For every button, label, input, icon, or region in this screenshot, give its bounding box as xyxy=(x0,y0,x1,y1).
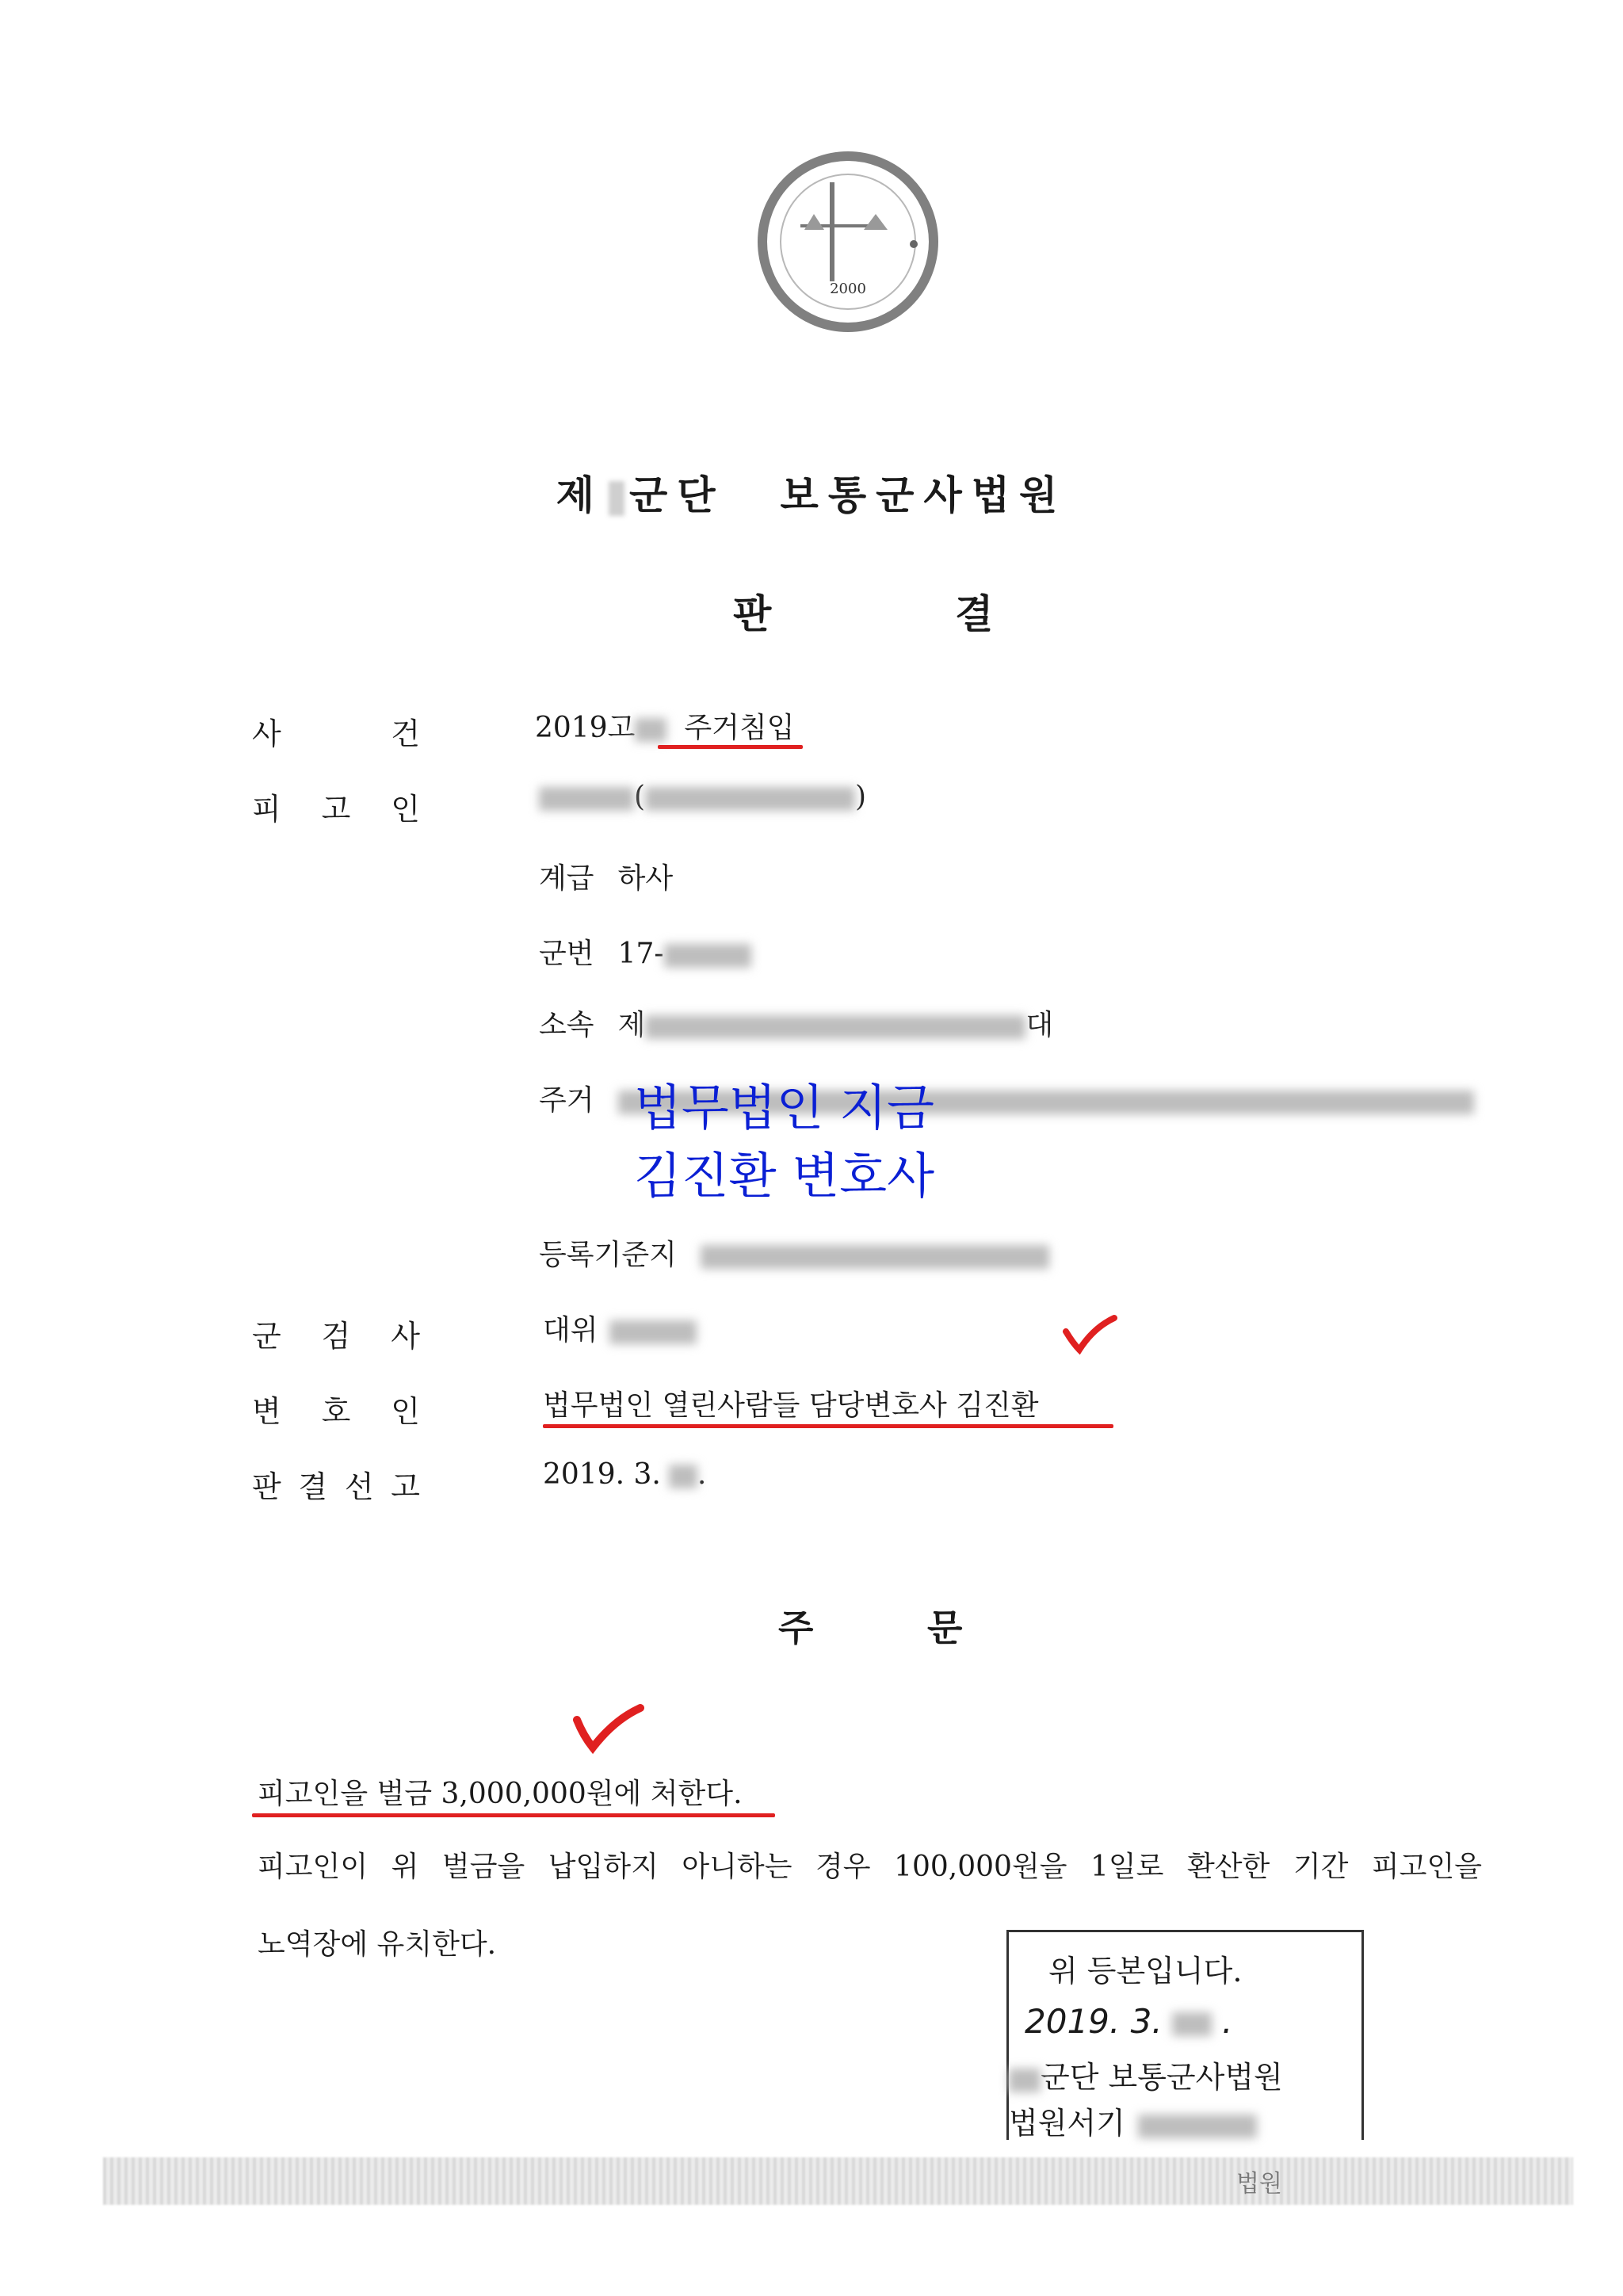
case-label: 사 건 xyxy=(252,716,420,751)
rank-label: 계급 xyxy=(539,862,594,895)
address-label: 주거 xyxy=(539,1084,594,1117)
law-firm-stamp xyxy=(634,1074,934,1210)
registry-label: 등록기준지 xyxy=(539,1239,677,1271)
prosecutor-label: 군 검 사 xyxy=(252,1319,420,1354)
cert-line-1: 위 등본입니다. xyxy=(1048,1954,1243,1988)
court-title-mid: 군단 xyxy=(628,472,725,518)
redacted-id xyxy=(645,787,855,811)
service-number-label: 군번 xyxy=(539,938,594,970)
order-line-1: 피고인을 벌금 3,000,000원에 처한다. xyxy=(258,1778,743,1810)
case-name: 주거침입 xyxy=(684,712,795,744)
order-title-char-2: 문 xyxy=(927,1606,963,1649)
redacted-block xyxy=(645,1015,1025,1039)
stamp-line-1: 법무법인 지금 xyxy=(634,1079,935,1137)
counsel-value: 법무법인 열린사람들 담당변호사 김진환 xyxy=(543,1389,1039,1422)
redacted-block xyxy=(635,718,666,742)
order-line-2: 피고인이 위 벌금을 납입하지 아니하는 경우 100,000원을 1일로 환산한 기간 피고인을 xyxy=(258,1851,1482,1883)
counsel-label: 변 호 인 xyxy=(252,1394,420,1429)
case-number: 2019고 xyxy=(535,712,636,744)
red-underline-order xyxy=(252,1813,775,1817)
rank-row xyxy=(539,856,673,896)
doc-title-char-2: 결 xyxy=(955,591,994,637)
registry-row xyxy=(539,1232,1049,1273)
sentence-date-value: 2019. 3. . xyxy=(543,1458,707,1491)
redacted-block xyxy=(701,1245,1049,1269)
order-title-char-1: 주 xyxy=(778,1606,814,1649)
unit-label: 소속 xyxy=(539,1009,594,1041)
redacted-name xyxy=(539,787,634,811)
footer-text: 법원 xyxy=(1236,2170,1282,2198)
court-title-prefix: 제 xyxy=(556,472,604,518)
sentence-date-label: 판 결 선 고 xyxy=(252,1469,420,1504)
cert-line-3: 군단 보통군사법원 xyxy=(1009,2053,1283,2096)
rank-value: 하사 xyxy=(617,862,674,895)
defendant-label: 피 고 인 xyxy=(252,792,420,827)
footer-band xyxy=(103,2157,1573,2205)
doc-title-char-1: 판 xyxy=(733,591,772,637)
seal-year: 2000 xyxy=(830,281,866,297)
service-number-value: 17- xyxy=(617,938,664,970)
court-seal xyxy=(757,151,939,333)
redacted-block xyxy=(669,1465,697,1488)
cert-line-2: 2019. 3. . xyxy=(1025,2002,1233,2041)
redacted-block xyxy=(609,1320,697,1344)
unit-row: 소속 제 대 xyxy=(539,1009,1054,1041)
redacted-block xyxy=(609,481,624,516)
court-title xyxy=(0,464,1623,521)
prosecutor-value: 대위 xyxy=(543,1308,697,1348)
red-check-mark xyxy=(571,1700,646,1755)
red-underline-case xyxy=(658,745,803,749)
court-title-suffix: 보통군사법원 xyxy=(780,472,1067,518)
redacted-block xyxy=(664,944,751,968)
red-check-mark xyxy=(1062,1312,1117,1355)
cert-line-4: 법원서기 xyxy=(1009,2099,1257,2142)
certified-copy-box xyxy=(1006,1930,1364,2140)
red-underline-counsel xyxy=(543,1424,1113,1428)
defendant-value: ( ) xyxy=(539,781,866,813)
case-value xyxy=(535,705,795,746)
order-line-3: 노역장에 유치한다. xyxy=(258,1928,497,1961)
stamp-line-2: 김진환 변호사 xyxy=(634,1147,935,1205)
service-number-row xyxy=(539,931,751,972)
